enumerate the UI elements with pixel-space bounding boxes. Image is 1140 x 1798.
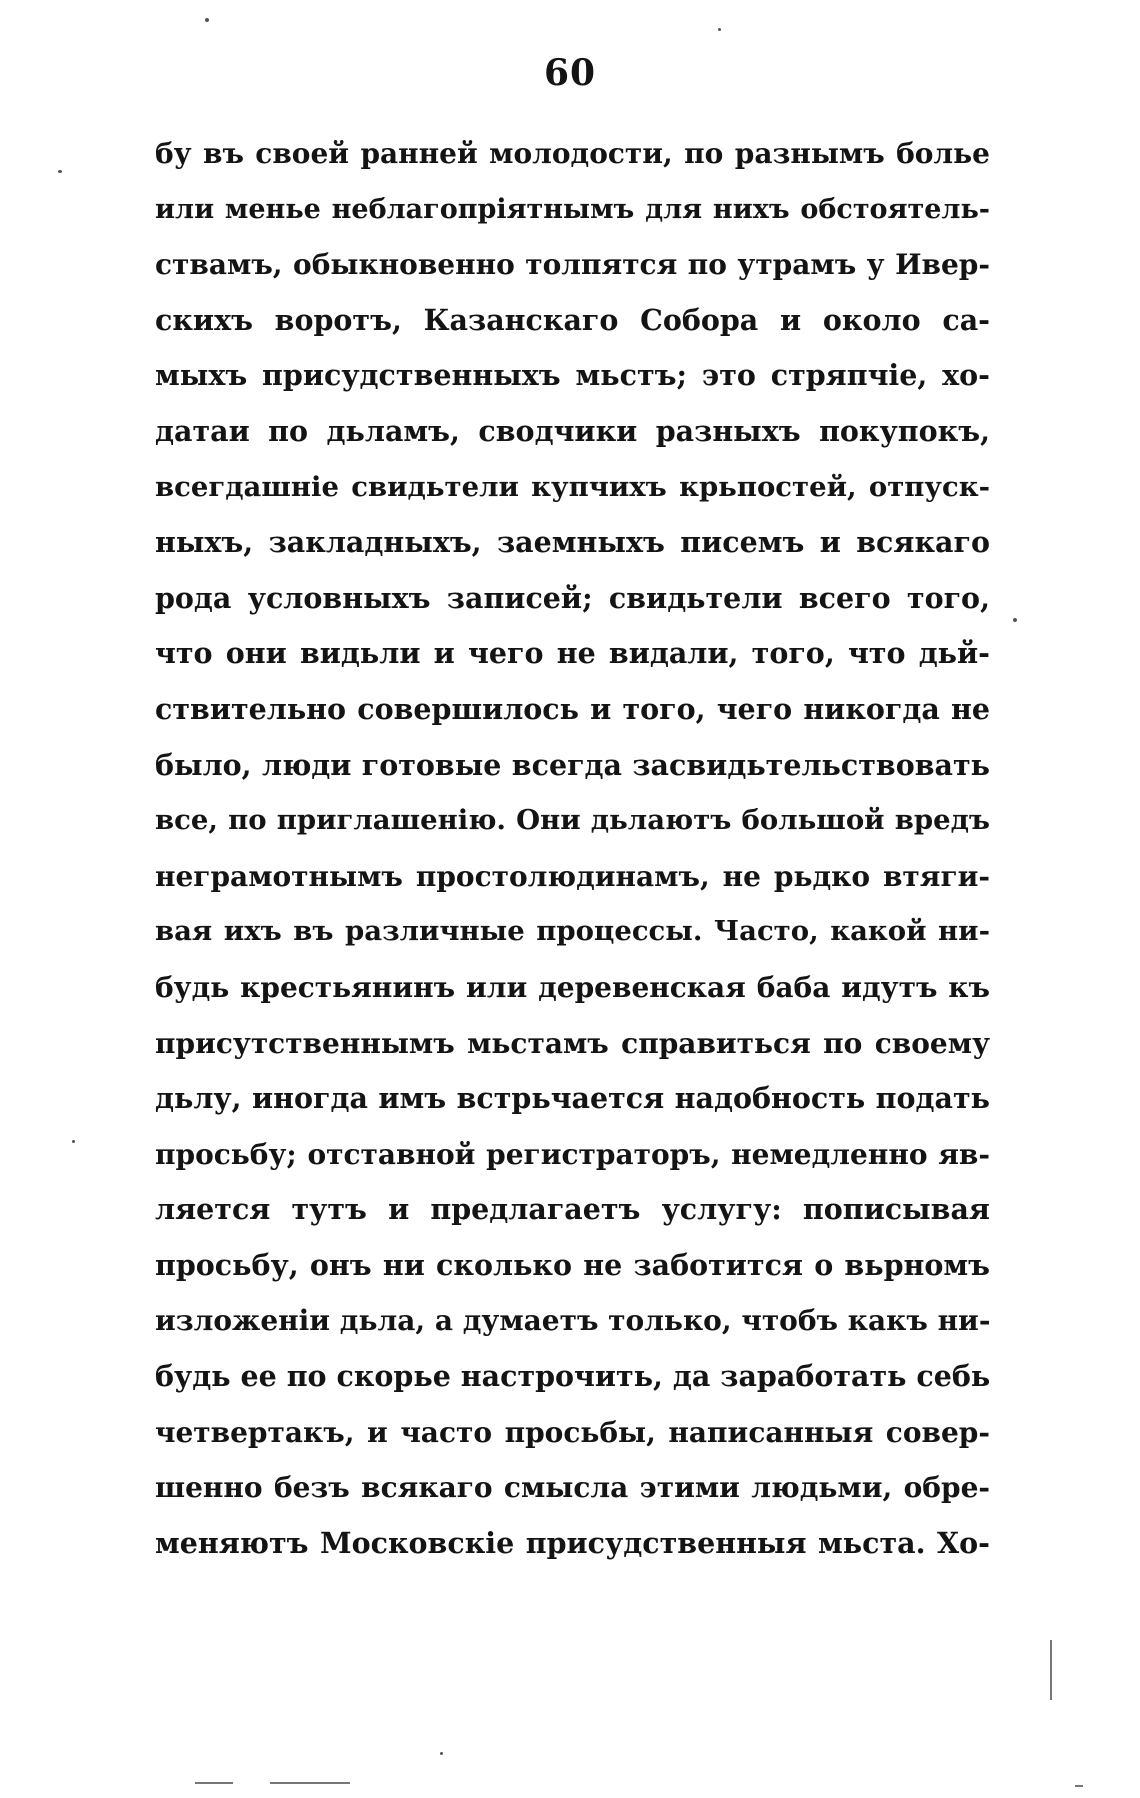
body-text [155, 126, 990, 1571]
text-line: меняютъ Московскіе присудственныя мьста. Хо- [155, 1525, 990, 1560]
scan-speck [718, 28, 721, 31]
text-line: ствамъ, обыкновенно толпятся по утрамъ у Ивер- [155, 248, 990, 282]
text-line: вая ихъ въ различные процессы. Часто, какой ни- [155, 915, 990, 948]
text-line: мыхъ присудственныхъ мьстъ; это стряпчіе, хо- [155, 358, 990, 393]
text-line: скихъ воротъ, Казанскаго Собора и около са- [155, 302, 990, 337]
scan-speck [440, 1752, 443, 1755]
text-line: просьбу, онъ ни сколько не заботится о вьрномъ [155, 1247, 990, 1282]
text-line: ствительно совершилось и того, чего никогда не [155, 691, 990, 726]
text-line: шенно безъ всякаго смысла этими людьми, обре- [155, 1471, 990, 1505]
text-line: датаи по дьламъ, сводчики разныхъ покупокъ, [155, 413, 990, 448]
text-line: неграмотнымъ простолюдинамъ, не рьдко втяги- [155, 859, 990, 893]
scan-speck [58, 170, 62, 173]
text-line: присутственнымъ мьстамъ справиться по своему [155, 1026, 990, 1060]
scan-edge-mark [1075, 1785, 1083, 1787]
scan-speck [1013, 618, 1017, 622]
text-line: бу въ своей ранней молодости, по разнымъ болье [155, 137, 990, 170]
text-line: четвертакъ, и часто просьбы, написанныя совер- [155, 1415, 990, 1449]
text-line: ныхъ, закладныхъ, заемныхъ писемъ и всякаго [155, 525, 990, 560]
text-line: будь крестьянинъ или деревенская баба идутъ къ [155, 970, 990, 1004]
text-line: дьлу, иногда имъ встрьчается надобность подать [155, 1081, 990, 1116]
scan-edge-mark [1050, 1640, 1052, 1700]
text-line: или меньe неблагопріятнымъ для нихъ обстоятель- [155, 193, 990, 225]
text-line: будь ее по скорье настрочить, да заработать себь [155, 1359, 990, 1394]
text-line: рода условныхъ записей; свидьтели всего того, [155, 580, 990, 615]
text-line: всегдашніе свидьтели купчихъ крьпостей, отпуск- [155, 470, 990, 503]
text-line: все, по приглашенію. Они дьлаютъ большой вредъ [155, 804, 990, 837]
scan-speck [205, 18, 209, 22]
text-line: изложеніи дьла, а думаетъ только, чтобъ какъ ни- [155, 1304, 990, 1338]
scan-edge-mark [195, 1782, 233, 1784]
text-line: что они видьли и чего не видали, того, что дьй- [155, 636, 990, 671]
text-line: было, люди готовые всегда засвидьтельствовать [155, 747, 990, 782]
text-line: просьбу; отставной регистраторъ, немедленно яв- [155, 1137, 990, 1171]
text-line: ляется тутъ и предлагаетъ услугу: пописывая [155, 1192, 990, 1227]
page-number: 60 [543, 52, 597, 94]
scan-edge-mark [270, 1782, 350, 1784]
scan-speck [72, 1140, 75, 1143]
